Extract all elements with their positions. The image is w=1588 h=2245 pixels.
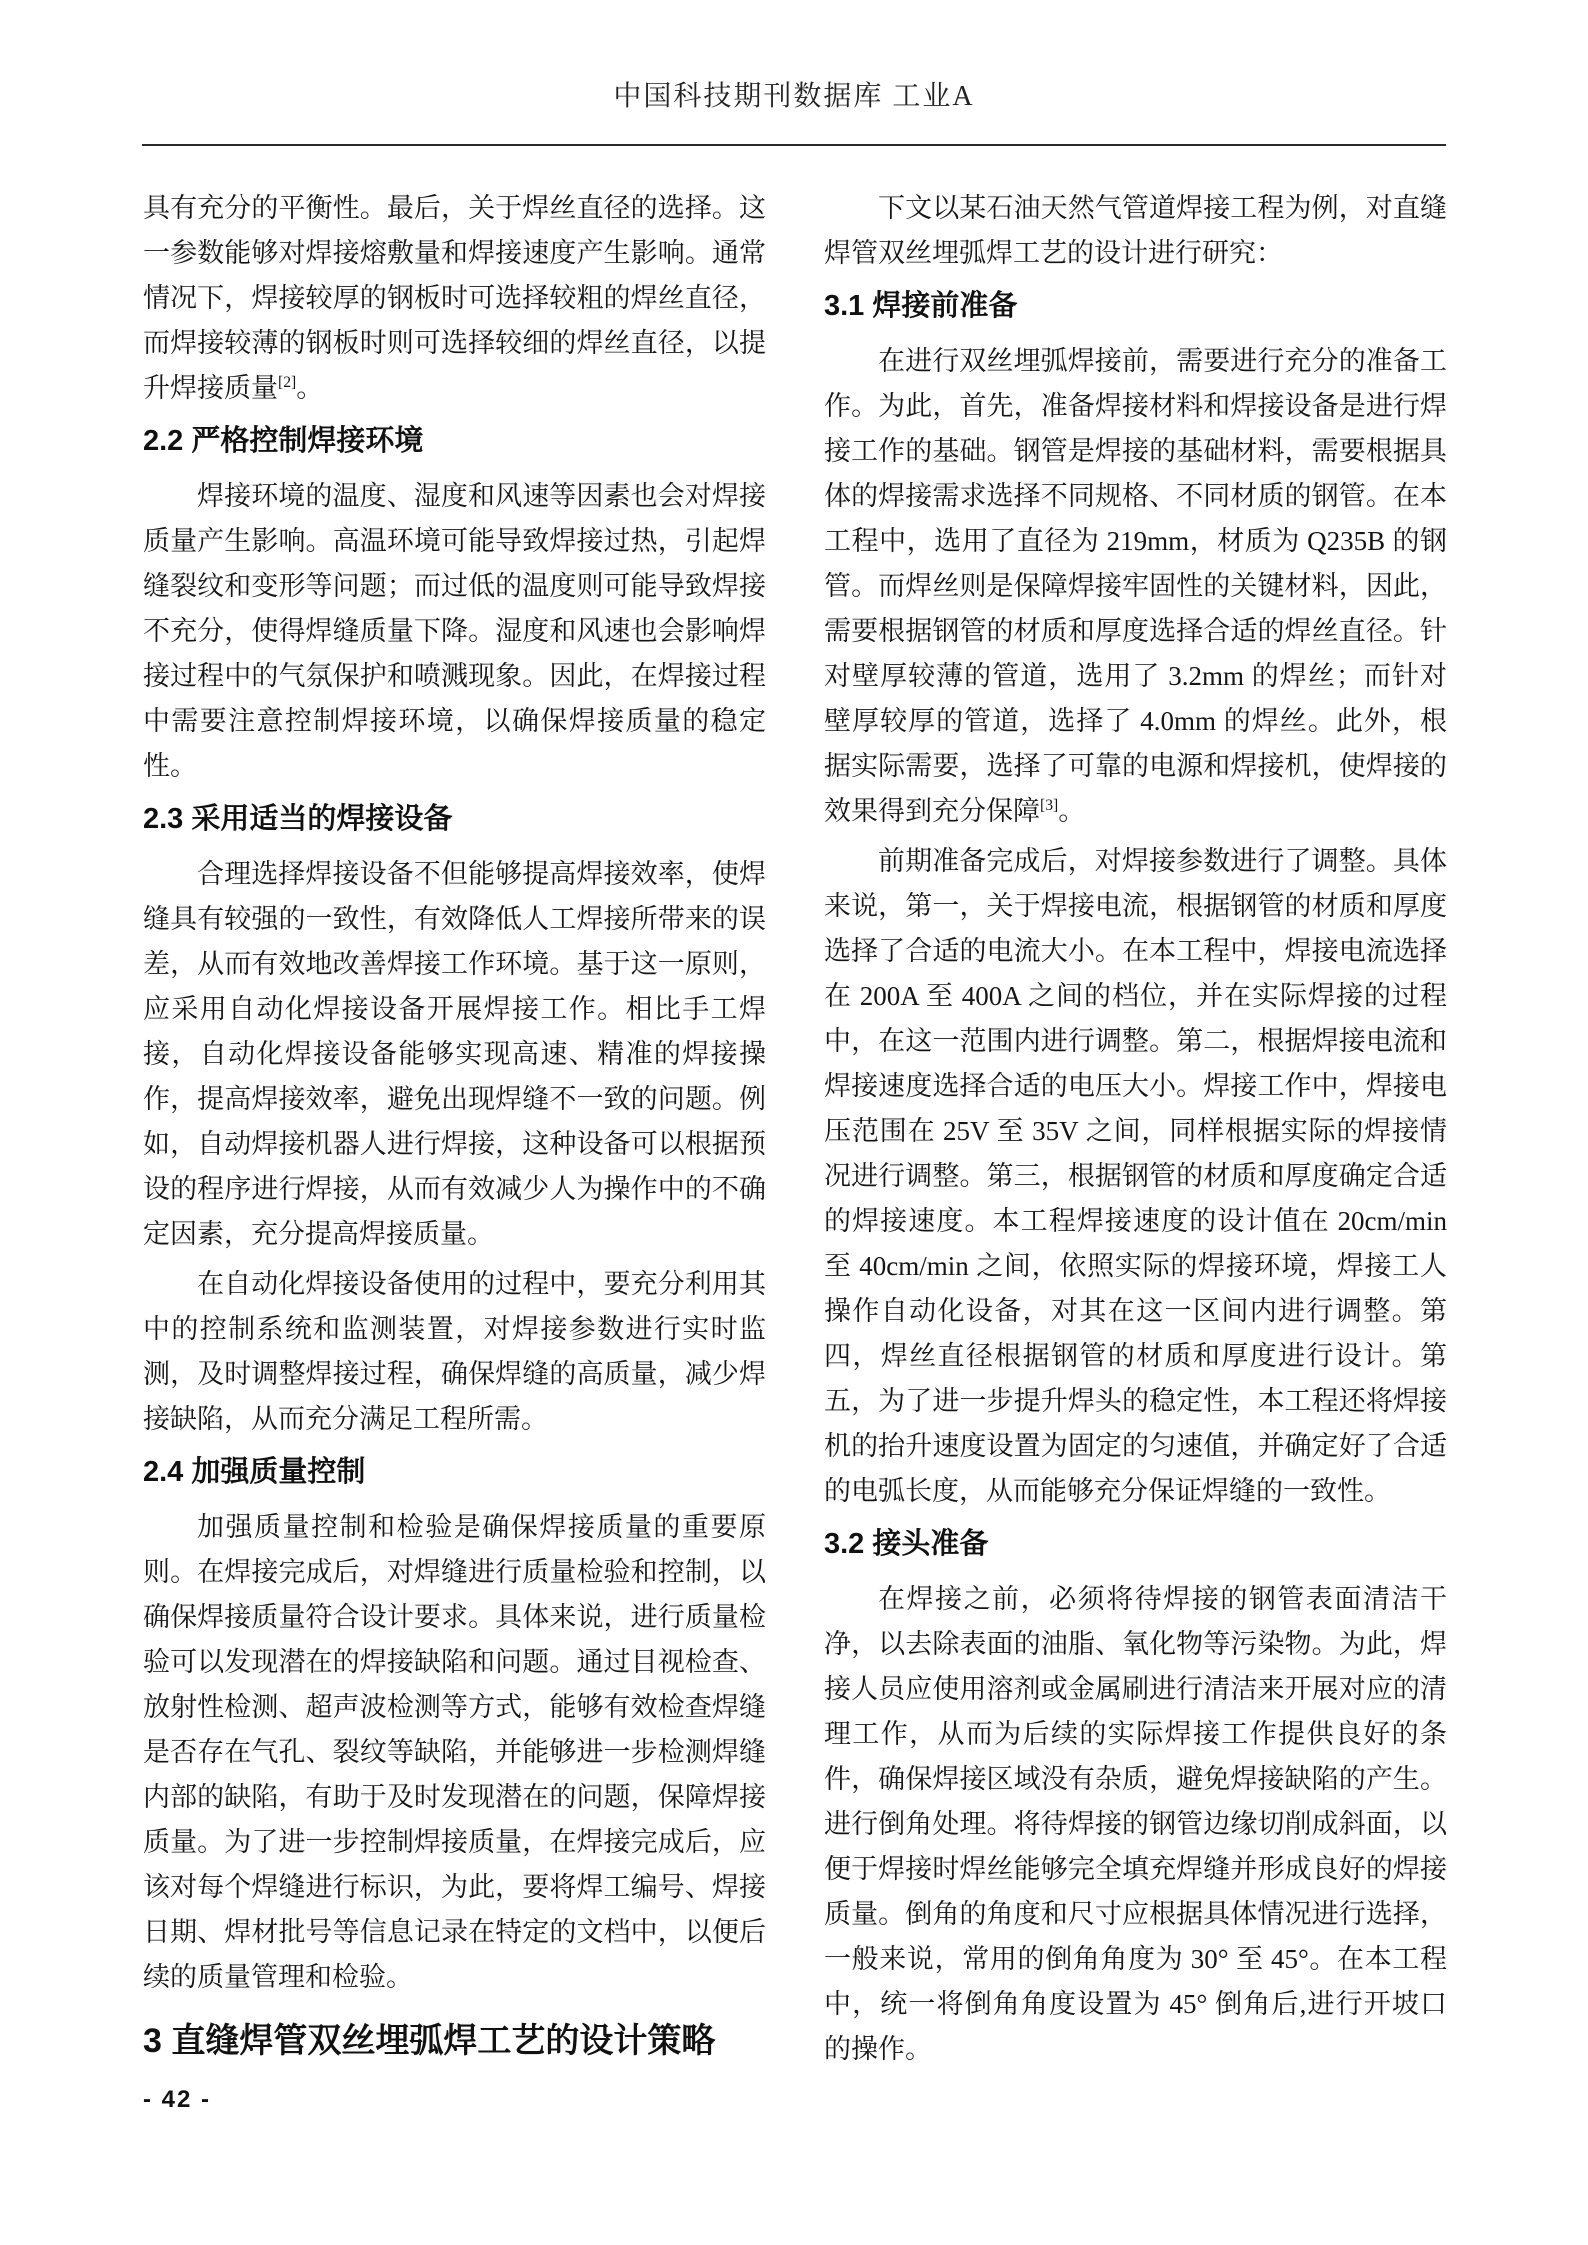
left-column [143, 186, 766, 2072]
section-heading-3-1: 3.1 焊接前准备 [824, 290, 1018, 322]
citation-ref-2: [2] [278, 374, 297, 391]
header-rule [142, 144, 1446, 146]
journal-header-title: 中国科技期刊数据库 工业A [613, 81, 975, 112]
section-heading-2-3: 2.3 采用适当的焊接设备 [143, 803, 453, 835]
paragraph-text: 具有充分的平衡性。最后，关于焊丝直径的选择。这一参数能够对焊接熔敷量和焊接速度产生影响。通常情况下，焊接较厚的钢板时可选择较粗的焊丝直径，而焊接较薄的钢板时则可选择较细的焊丝直径，以提升焊接质量 [143, 193, 766, 403]
paragraph-text: 。 [1058, 796, 1086, 826]
section-heading-2-2: 2.2 严格控制焊接环境 [143, 425, 424, 457]
paragraph-welding-parameters: 前期准备完成后，对焊接参数进行了调整。具体来说，第一，关于焊接电流，根据钢管的材质和厚度选择了合适的电流大小。在本工程中，焊接电流选择在 200A 至 400A 之间的档位，并在实际焊接的过程中，在这一范围内进行调整。第二，根据焊接电流和焊接速度选择合适的电压大小。焊接工作中，焊接电压范围在 25V 至 35V 之间，同样根据实际的焊接情况进行调整。第三，根据钢管的材质和厚度确定合适的焊接速度。本工程焊接速度的设计值在 20cm/min 至 40cm/min 之间，依照实际的焊接环境，焊接工人操作自动化设备，对其在这一区间内进行调整。第四，焊丝直径根据钢管的材质和厚度进行设计。第五，为了进一步提升焊头的稳定性，本工程还将焊接机的抬升速度设置为固定的匀速值，并确定好了合适的电弧长度，从而能够充分保证焊缝的一致性。 [824, 846, 1447, 1506]
paragraph-equipment-monitoring: 在自动化焊接设备使用的过程中，要充分利用其中的控制系统和监测装置，对焊接参数进行实时监测，及时调整焊接过程，确保焊缝的高质量，减少焊接缺陷，从而充分满足工程所需。 [143, 1269, 766, 1434]
page-number: - 42 - [143, 2086, 212, 2113]
paragraph-text: 在进行双丝埋弧焊接前，需要进行充分的准备工作。为此，首先，准备焊接材料和焊接设备是进行焊接工作的基础。钢管是焊接的基础材料，需要根据具体的焊接需求选择不同规格、不同材质的钢管。在本工程中，选用了直径为 219mm，材质为 Q235B 的钢管。而焊丝则是保障焊接牢固性的关键材料，因此，需要根据钢管的材质和厚度选择合适的焊丝直径。针对壁厚较薄的管道，选用了 3.2mm 的焊丝；而针对壁厚较厚的管道，选择了 4.0mm 的焊丝。此外，根据实际需要，选择了可靠的电源和焊接机，使焊接的效果得到充分保障 [824, 346, 1447, 826]
paragraph-text: 。 [296, 373, 324, 403]
right-column [824, 186, 1447, 2072]
section-heading-3: 3 直缝焊管双丝埋弧焊工艺的设计策略 [143, 2022, 716, 2060]
paragraph-joint-preparation: 在焊接之前，必须将待焊接的钢管表面清洁干净，以去除表面的油脂、氧化物等污染物。为此，焊接人员应使用溶剂或金属刷进行清洁来开展对应的清理工作，从而为后续的实际焊接工作提供良好的条件，确保焊接区域没有杂质，避免焊接缺陷的产生。进行倒角处理。将待焊接的钢管边缘切削成斜面，以便于焊接时焊丝能够完全填充焊缝并形成良好的焊接质量。倒角的角度和尺寸应根据具体情况进行选择，一般来说，常用的倒角角度为 30° 至 45°。在本工程中，统一将倒角角度设置为 45° 倒角后,进行开坡口的操作。 [824, 1584, 1447, 2064]
two-column-body [143, 186, 1447, 2072]
page-footer [143, 2086, 211, 2114]
paragraph-wire-diameter [143, 186, 766, 411]
citation-ref-3: [3] [1040, 797, 1059, 814]
paragraph-pre-weld-preparation [824, 339, 1447, 834]
paragraph-quality-control: 加强质量控制和检验是确保焊接质量的重要原则。在焊接完成后，对焊缝进行质量检验和控制，以确保焊接质量符合设计要求。具体来说，进行质量检验可以发现潜在的焊接缺陷和问题。通过目视检查、放射性检测、超声波检测等方式，能够有效检查焊缝是否存在气孔、裂纹等缺陷，并能够进一步检测焊缝内部的缺陷，有助于及时发现潜在的问题，保障焊接质量。为了进一步控制焊接质量，在焊接完成后，应该对每个焊缝进行标识，为此，要将焊工编号、焊接日期、焊材批号等信息记录在特定的文档中，以便后续的质量管理和检验。 [143, 1512, 766, 1992]
section-heading-2-4: 2.4 加强质量控制 [143, 1456, 366, 1488]
section-heading-3-2: 3.2 接头准备 [824, 1528, 989, 1560]
paragraph-case-study-intro: 下文以某石油天然气管道焊接工程为例，对直缝焊管双丝埋弧焊工艺的设计进行研究： [824, 193, 1447, 268]
paragraph-welding-environment: 焊接环境的温度、湿度和风速等因素也会对焊接质量产生影响。高温环境可能导致焊接过热，引起焊缝裂纹和变形等问题；而过低的温度则可能导致焊接不充分，使得焊缝质量下降。湿度和风速也会影响焊接过程中的气氛保护和喷溅现象。因此，在焊接过程中需要注意控制焊接环境，以确保焊接质量的稳定性。 [143, 481, 766, 781]
paragraph-equipment-selection: 合理选择焊接设备不但能够提高焊接效率，使焊缝具有较强的一致性，有效降低人工焊接所带来的误差，从而有效地改善焊接工作环境。基于这一原则，应采用自动化焊接设备开展焊接工作。相比手工焊接，自动化焊接设备能够实现高速、精准的焊接操作，提高焊接效率，避免出现焊缝不一致的问题。例如，自动焊接机器人进行焊接，这种设备可以根据预设的程序进行焊接，从而有效减少人为操作中的不确定因素，充分提高焊接质量。 [143, 859, 766, 1249]
